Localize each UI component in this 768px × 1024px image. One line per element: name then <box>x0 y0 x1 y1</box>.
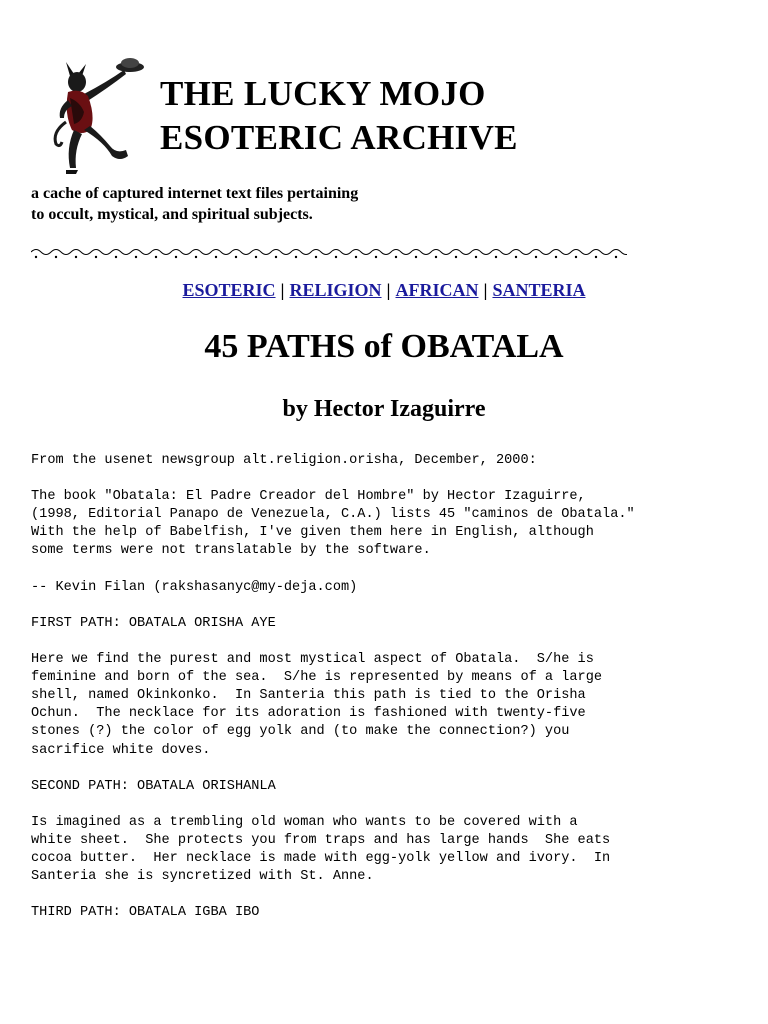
page-author: by Hector Izaguirre <box>282 396 486 422</box>
text-line: THIRD PATH: OBATALA IGBA IBO <box>31 905 260 921</box>
divider-dot <box>415 256 417 258</box>
divider-dot <box>515 256 517 258</box>
divider-dot <box>175 256 177 258</box>
divider-dot <box>575 256 577 258</box>
nav-link-african[interactable]: AFRICAN <box>395 280 479 300</box>
text-line: some terms were not translatable by the software. <box>31 543 431 559</box>
divider-dot <box>315 256 317 258</box>
divider-dot <box>255 256 257 258</box>
text-line: Ochun. The necklace for its adoration is fashioned with twenty-five <box>31 706 586 722</box>
divider-dot <box>195 256 197 258</box>
divider-dot <box>355 256 357 258</box>
nav-link-santeria[interactable]: SANTERIA <box>492 280 586 300</box>
site-title-line1: THE LUCKY MOJO <box>160 74 486 113</box>
text-line <box>31 597 635 615</box>
divider-dot <box>275 256 277 258</box>
divider-dot <box>555 256 557 258</box>
text-line: cocoa butter. Her necklace is made with egg-yolk yellow and ivory. In <box>31 851 611 867</box>
nav-separator: | <box>386 280 391 300</box>
divider-dot <box>475 256 477 258</box>
divider-dot <box>135 256 137 258</box>
breadcrumb-nav <box>0 280 768 301</box>
text-line: white sheet. She protects you from traps and has large hands She eats <box>31 832 611 848</box>
text-line: FIRST PATH: OBATALA ORISHA AYE <box>31 615 276 631</box>
nav-link-religion[interactable]: RELIGION <box>289 280 382 300</box>
divider-dot <box>215 256 217 258</box>
divider-dot <box>335 256 337 258</box>
site-title <box>160 72 518 160</box>
text-line: From the usenet newsgroup alt.religion.orisha, December, 2000: <box>31 453 537 468</box>
divider-dot <box>95 256 97 258</box>
divider-dot <box>235 256 237 258</box>
document-body <box>31 452 635 922</box>
divider-dot <box>455 256 457 258</box>
text-line: Santeria she is syncretized with St. Anne. <box>31 869 374 885</box>
divider-dot <box>435 256 437 258</box>
nav-link-esoteric[interactable]: ESOTERIC <box>182 280 276 300</box>
dancing-devil-logo-icon <box>52 52 152 176</box>
text-line <box>31 470 635 488</box>
divider-dot <box>155 256 157 258</box>
divider-dot <box>595 256 597 258</box>
divider-dot <box>495 256 497 258</box>
divider-dot <box>75 256 77 258</box>
text-line <box>31 886 635 904</box>
text-line: sacrifice white doves. <box>31 742 211 758</box>
ornamental-divider <box>31 245 627 259</box>
site-title-line2: ESOTERIC ARCHIVE <box>160 118 518 157</box>
text-line: (1998, Editorial Panapo de Venezuela, C.A.) lists 45 "caminos de Obatala." <box>31 507 635 523</box>
page-title: 45 PATHS of OBATALA <box>204 328 564 365</box>
text-line <box>31 796 635 814</box>
divider-dot <box>535 256 537 258</box>
text-line: feminine and born of the sea. S/he is represented by means of a large <box>31 670 603 686</box>
text-line: shell, named Okinkonko. In Santeria this path is tied to the Orisha <box>31 688 586 704</box>
divider-dot <box>115 256 117 258</box>
divider-dot <box>295 256 297 258</box>
text-line <box>31 633 635 651</box>
nav-separator: | <box>483 280 488 300</box>
divider-dot <box>35 256 37 258</box>
divider-dot <box>395 256 397 258</box>
text-line: Is imagined as a trembling old woman who wants to be covered with a <box>31 814 578 830</box>
site-header <box>52 52 672 182</box>
divider-dot <box>375 256 377 258</box>
text-line: stones (?) the color of egg yolk and (to make the connection?) you <box>31 724 570 740</box>
text-line: With the help of Babelfish, I've given them here in English, although <box>31 525 594 541</box>
text-line <box>31 760 635 778</box>
divider-dot <box>615 256 617 258</box>
text-line <box>31 561 635 579</box>
nav-separator: | <box>280 280 285 300</box>
divider-dot <box>55 256 57 258</box>
tagline-line1: a cache of captured internet text files pertaining <box>31 185 359 202</box>
text-line: Here we find the purest and most mystical aspect of Obatala. S/he is <box>31 652 594 668</box>
text-line: -- Kevin Filan (rakshasanyc@my-deja.com) <box>31 579 358 595</box>
site-tagline <box>31 183 358 225</box>
text-line: SECOND PATH: OBATALA ORISHANLA <box>31 778 276 794</box>
text-line: The book "Obatala: El Padre Creador del Hombre" by Hector Izaguirre, <box>31 489 586 505</box>
tagline-line2: to occult, mystical, and spiritual subjects. <box>31 206 313 223</box>
